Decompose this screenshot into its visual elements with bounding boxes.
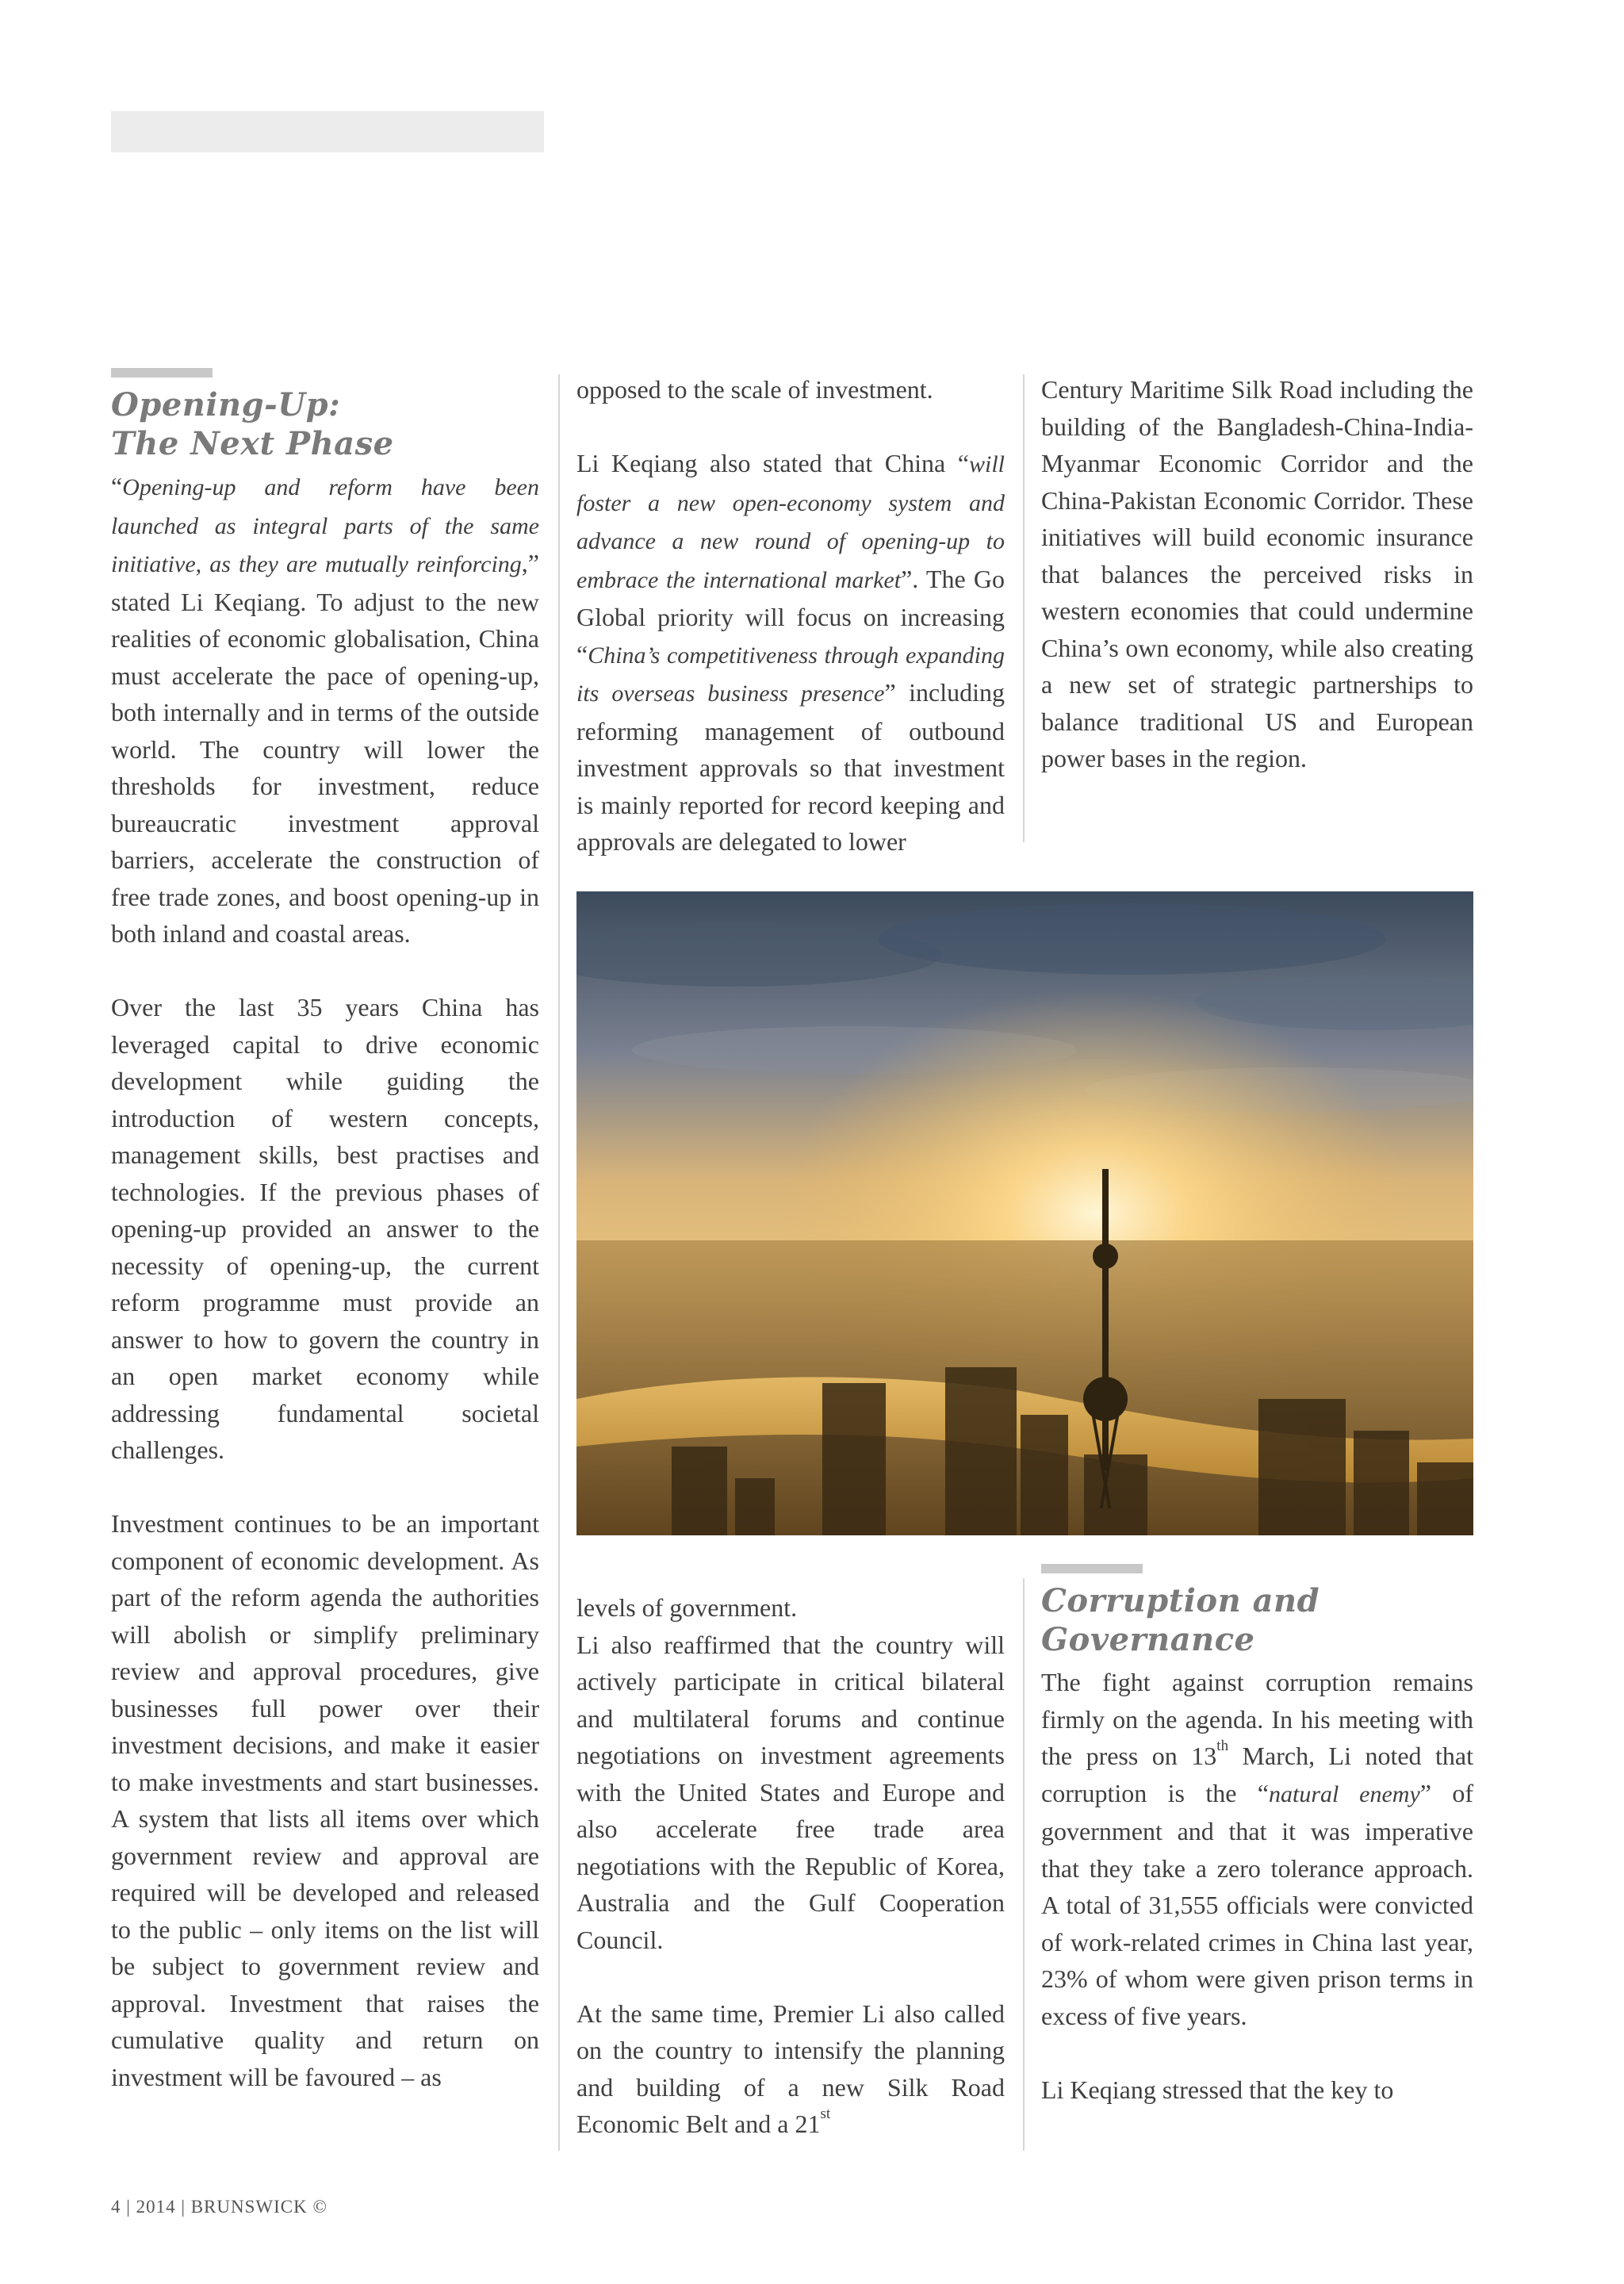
column-divider-1 — [558, 374, 560, 2151]
section-title-line-1: Opening-Up: — [111, 386, 341, 423]
paragraph-reaffirmed: Li also reaffirmed that the country will actively participate in critical bilateral and multilateral forums and continue negotiations on investment agreements with the United States and Europe and also accelerate free trade area negotiations with the Republic of Korea, Australia and the Gulf Cooperation Council. — [576, 1630, 1005, 1954]
section-title-line-2: The Next Phase — [111, 425, 394, 462]
column-2-bottom — [576, 1589, 1005, 2143]
paragraph-corruption: The fight against corruption remains firmly on the agenda. In his meeting with the press on 13th March, Li noted that corruption is the “natural enemy” of government and that it was imperative that they take a zero tolerance approach. A total of 31,555 officials were convicted of work-related crimes in China last year, 23% of whom were given prison terms in excess of five years. — [1041, 1668, 1474, 2030]
paragraph-history: Over the last 35 years China has leveraged capital to drive economic development while guiding the introduction of western concepts, management skills, best practises and technologies. If the previous phases of opening-up provided an answer to the necessity of opening-up, the current reform programme must provide an answer to how to govern the country in an open market economy while addressing fundamental societal challenges. — [111, 993, 539, 1464]
section-accent-bar-2 — [1041, 1564, 1143, 1573]
section-title-opening-up — [111, 385, 539, 463]
paragraph-investment: Investment continues to be an important component of economic development. As part of the reform agenda the authorities will abolish or simplify preliminary review and approval procedures, give businesses full power over their investment decisions, and make it easier to make investments and start businesses. A system that lists all items over which government review and approval are required will be developed and released to the public – only items on the list will be subject to government review and approval. Investment that raises the cumulative quality and return on investment will be favoured – as — [111, 1509, 539, 2091]
paragraph-silk-road-belt: At the same time, Premier Li also called on the country to intensify the planning and building of a new Silk Road Economic Belt and a 21st — [576, 1998, 1005, 2138]
paragraph-key: Li Keqiang stressed that the key to — [1041, 2075, 1394, 2104]
column-3-bottom — [1041, 1581, 1473, 2108]
section-title-line-1: Corruption and — [1041, 1582, 1320, 1619]
section-accent-bar — [111, 368, 213, 377]
shanghai-skyline-photo — [576, 891, 1473, 1535]
column-1 — [111, 385, 539, 2095]
paragraph-silk-road: Century Maritime Silk Road including the building of the Bangladesh-China-India-Myanmar Economic Corridor and the China-Pakistan Economic Corridor. These initiatives will build economic insurance that balances the perceived risks in western economies that could undermine China’s own economy, while also creating a new set of strategic partnerships to balance traditional US and European power bases in the region. — [1041, 375, 1473, 772]
header-bar — [111, 111, 544, 152]
section-title-line-2: Governance — [1041, 1621, 1255, 1658]
column-divider-2-top — [1023, 374, 1025, 842]
paragraph-opening-quote: “Opening-up and reform have been launched as integral parts of the same initiative, as they are mutually reinforcing,” stated Li Keqiang. To adjust to the new realities of economic globalisation, China must accelerate the pace of opening-up, both internally and in terms of the outside world. The country will lower the thresholds for investment, reduce bureaucratic investment approval barriers, accelerate the construction of free trade zones, and boost opening-up in both inland and coastal areas. — [111, 472, 539, 948]
section-title-corruption — [1041, 1581, 1473, 1659]
paragraph-go-global: Li Keqiang also stated that China “will foster a new open-economy system and advance a new round of opening-up to embrace the international market”. The Go Global priority will focus on increasing “China’s competitiveness through expanding its overseas business presence” including reforming management of outbound investment approvals so that investment is mainly reported for record keeping and approvals are delegated to lower — [576, 449, 1005, 856]
paragraph-opposed: opposed to the scale of investment. — [576, 375, 933, 404]
column-divider-2-bottom — [1023, 1578, 1025, 2151]
column-2-top — [576, 371, 1005, 860]
paragraph-levels: levels of government. — [576, 1593, 798, 1622]
column-3-top — [1041, 371, 1473, 777]
page-footer: 4 | 2014 | BRUNSWICK © — [111, 2197, 327, 2217]
quote-italic: Opening-up and reform have been launched as integral parts of the same initiative, as they are mutually reinforcing — [111, 474, 539, 577]
